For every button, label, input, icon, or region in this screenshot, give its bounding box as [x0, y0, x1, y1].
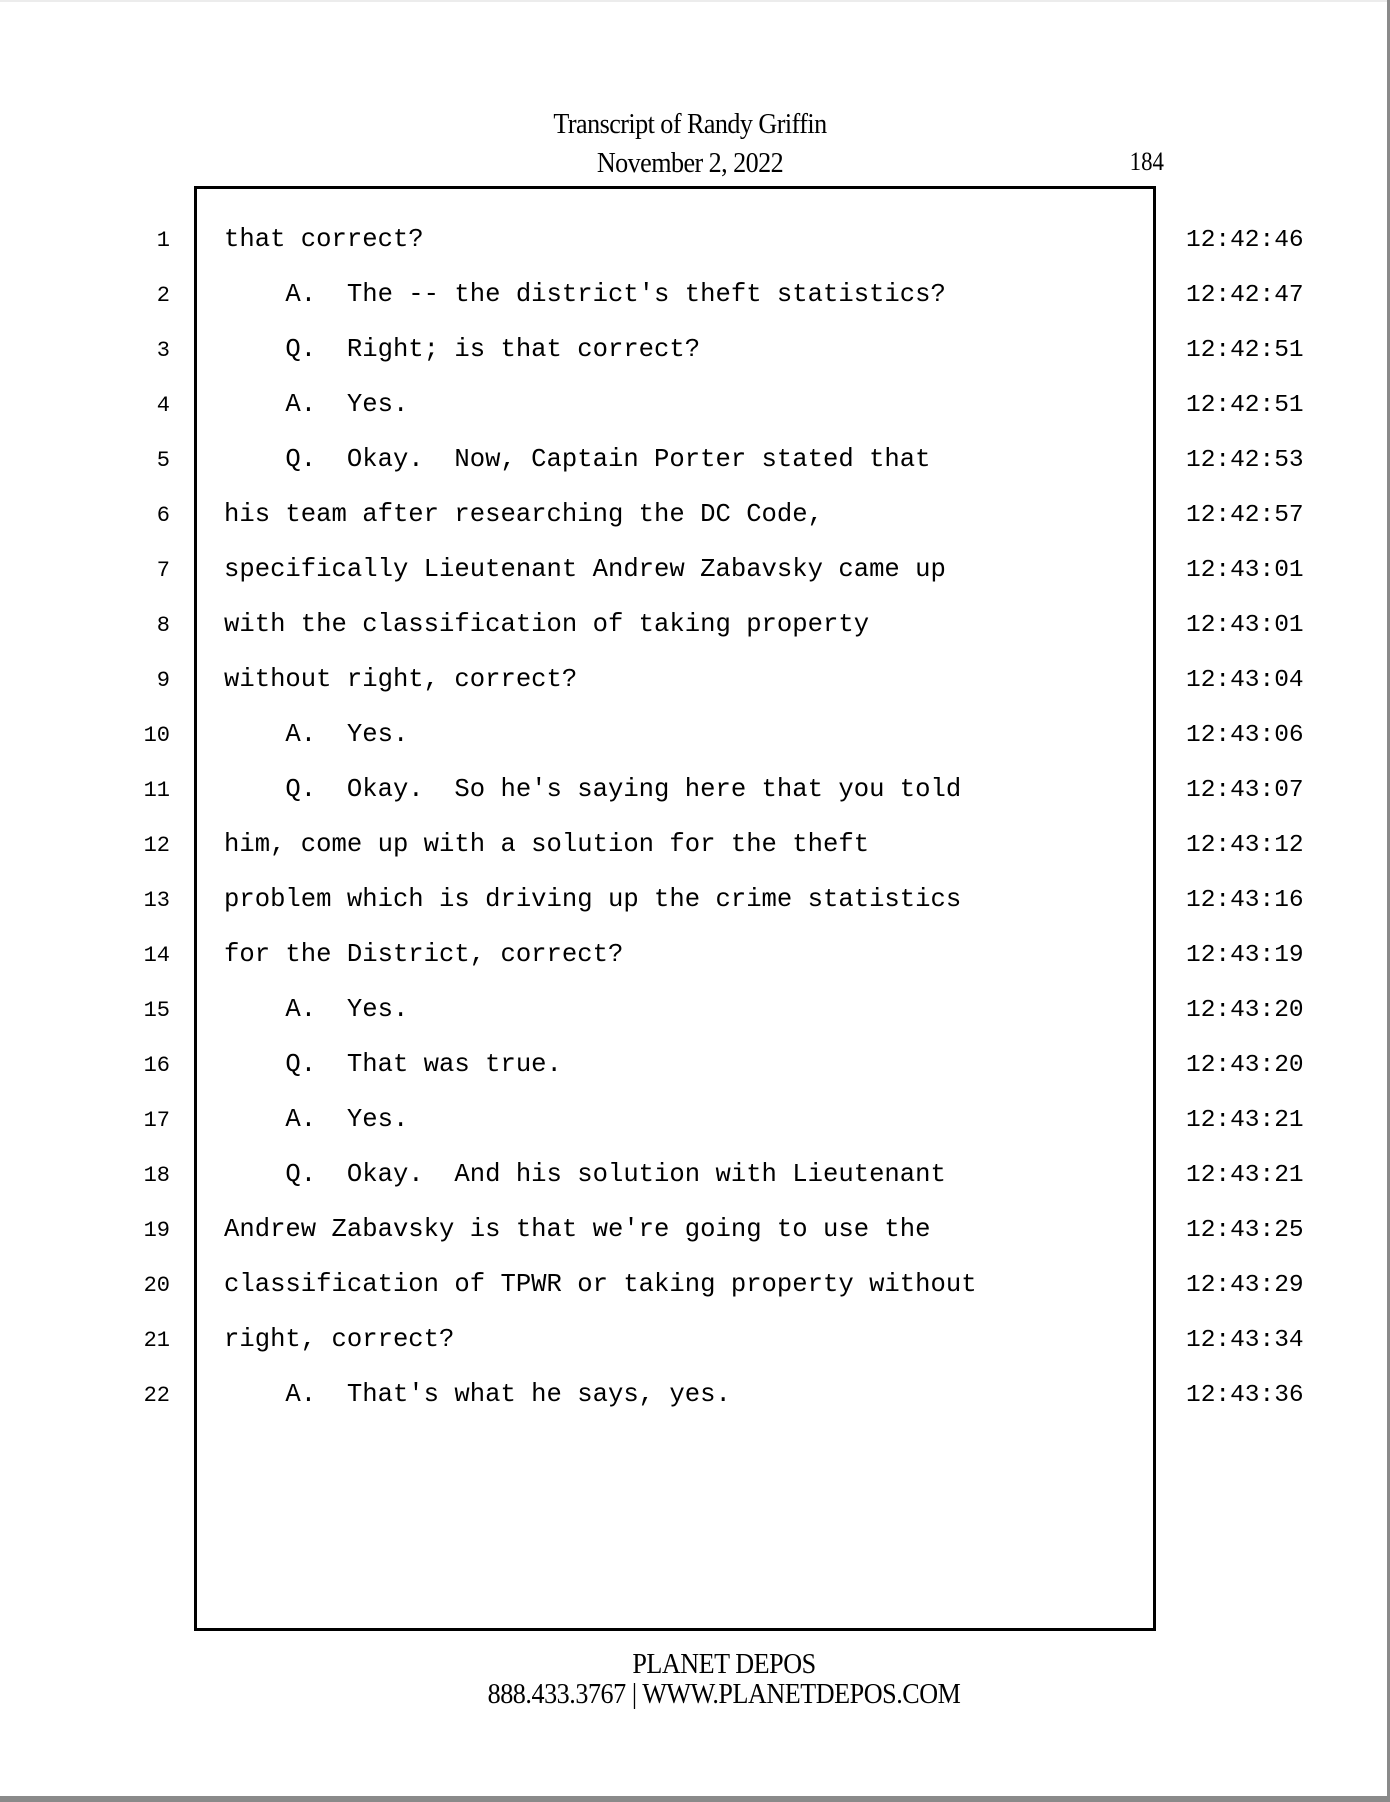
transcript-date: November 2, 2022	[596, 147, 784, 179]
transcript-title: Transcript of Randy Griffin	[553, 108, 827, 140]
transcript-line: classification of TPWR or taking property without	[224, 1270, 977, 1299]
line-number: 5	[156, 448, 170, 473]
line-timestamp: 12:43:29	[1186, 1272, 1304, 1299]
line-number: 7	[156, 558, 170, 583]
line-timestamp: 12:42:47	[1186, 282, 1304, 309]
line-number: 22	[143, 1383, 170, 1408]
line-timestamp: 12:43:36	[1186, 1382, 1304, 1409]
line-number: 12	[143, 833, 170, 858]
transcript-line: his team after researching the DC Code,	[224, 500, 823, 529]
line-number: 21	[143, 1328, 170, 1353]
line-timestamp: 12:43:19	[1186, 942, 1304, 969]
line-timestamp: 12:42:53	[1186, 447, 1304, 474]
transcript-line: Q. That was true.	[224, 1050, 562, 1079]
line-number: 10	[143, 723, 170, 748]
line-timestamp: 12:43:12	[1186, 832, 1304, 859]
transcript-line: Andrew Zabavsky is that we're going to use the	[224, 1215, 931, 1244]
line-timestamp: 12:43:21	[1186, 1107, 1304, 1134]
transcript-line: right, correct?	[224, 1325, 455, 1354]
line-timestamp: 12:42:51	[1186, 337, 1304, 364]
footer-company: PLANET DEPOS	[632, 1648, 816, 1680]
transcript-line: Q. Okay. Now, Captain Porter stated that	[224, 445, 931, 474]
line-number: 20	[143, 1273, 170, 1298]
line-timestamp: 12:43:04	[1186, 667, 1304, 694]
line-timestamp: 12:42:46	[1186, 227, 1304, 254]
line-number: 6	[156, 503, 170, 528]
transcript-line: Q. Okay. So he's saying here that you told	[224, 775, 962, 804]
line-timestamp: 12:42:51	[1186, 392, 1304, 419]
line-timestamp: 12:42:57	[1186, 502, 1304, 529]
transcript-line: without right, correct?	[224, 665, 578, 694]
line-number: 11	[143, 778, 170, 803]
line-timestamp: 12:43:20	[1186, 997, 1304, 1024]
line-timestamp: 12:43:01	[1186, 557, 1304, 584]
line-number: 14	[143, 943, 170, 968]
transcript-line: Q. Right; is that correct?	[224, 335, 701, 364]
transcript-line: A. The -- the district's theft statistics?	[224, 280, 946, 309]
transcript-line: specifically Lieutenant Andrew Zabavsky came up	[224, 555, 946, 584]
transcript-line: him, come up with a solution for the theft	[224, 830, 870, 859]
footer-contact: 888.433.3767 | WWW.PLANETDEPOS.COM	[487, 1678, 961, 1710]
transcript-line: Q. Okay. And his solution with Lieutenant	[224, 1160, 946, 1189]
transcript-line: A. That's what he says, yes.	[224, 1380, 731, 1409]
line-timestamp: 12:43:25	[1186, 1217, 1304, 1244]
line-timestamp: 12:43:20	[1186, 1052, 1304, 1079]
line-timestamp: 12:43:01	[1186, 612, 1304, 639]
line-number: 13	[143, 888, 170, 913]
line-timestamp: 12:43:16	[1186, 887, 1304, 914]
line-timestamp: 12:43:21	[1186, 1162, 1304, 1189]
transcript-line: for the District, correct?	[224, 940, 624, 969]
transcript-line: A. Yes.	[224, 720, 409, 749]
line-number: 3	[156, 338, 170, 363]
line-number: 9	[156, 668, 170, 693]
line-number: 18	[143, 1163, 170, 1188]
line-number: 17	[143, 1108, 170, 1133]
line-number: 19	[143, 1218, 170, 1243]
line-number: 2	[156, 283, 170, 308]
transcript-line: A. Yes.	[224, 995, 409, 1024]
line-timestamp: 12:43:06	[1186, 722, 1304, 749]
transcript-line: A. Yes.	[224, 1105, 409, 1134]
line-timestamp: 12:43:07	[1186, 777, 1304, 804]
line-number: 1	[156, 228, 170, 253]
transcript-line: with the classification of taking property	[224, 610, 870, 639]
transcript-line: that correct?	[224, 225, 424, 254]
line-number: 8	[156, 613, 170, 638]
page-number: 184	[1129, 147, 1164, 176]
transcript-line: A. Yes.	[224, 390, 409, 419]
transcript-line: problem which is driving up the crime statistics	[224, 885, 962, 914]
line-number: 15	[143, 998, 170, 1023]
line-timestamp: 12:43:34	[1186, 1327, 1304, 1354]
line-number: 4	[156, 393, 170, 418]
line-number: 16	[143, 1053, 170, 1078]
